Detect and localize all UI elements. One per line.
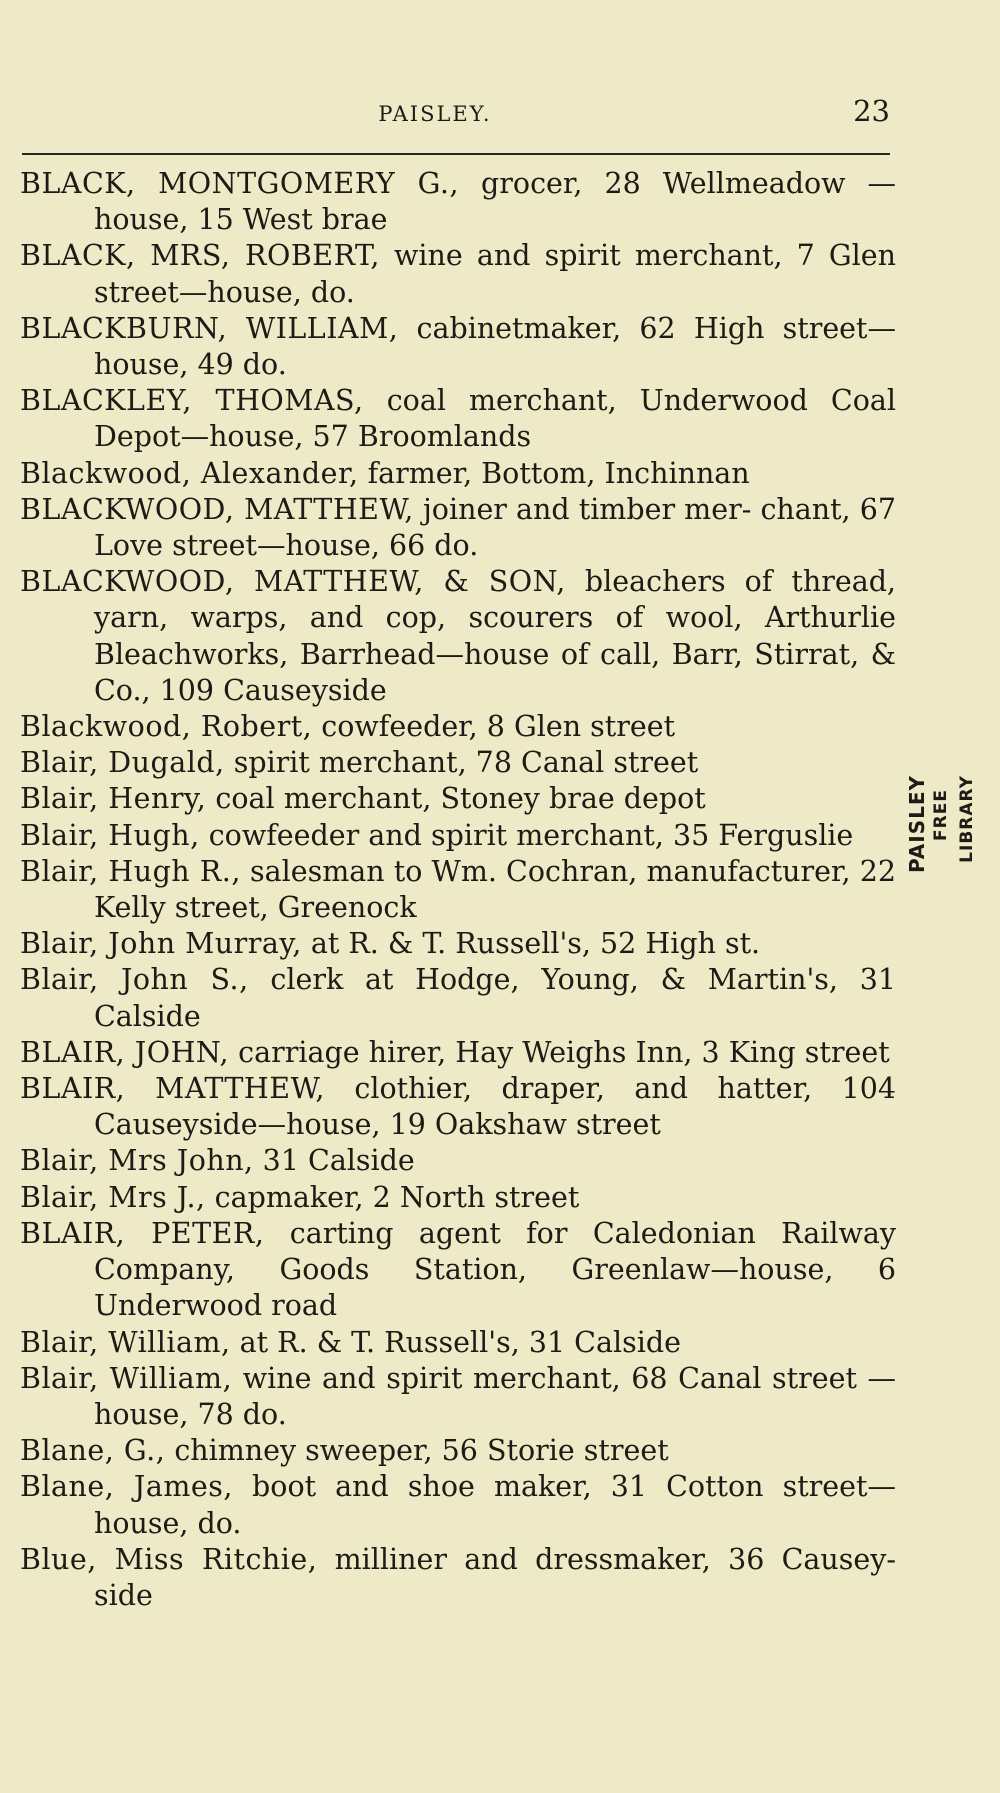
stamp-line-free: FREE <box>931 789 951 841</box>
entry-name: Blair, Mrs J., <box>20 1180 206 1214</box>
entry-name: Blair, Hugh, <box>20 818 200 852</box>
entry-details: clothier, draper, and hatter, 104 Causeyside—house, 19 Oakshaw street <box>94 1072 896 1142</box>
directory-entry <box>20 1433 896 1469</box>
directory-entry <box>20 745 896 781</box>
entry-details: cowfeeder and spirit merchant, 35 Ferguslie <box>199 818 854 852</box>
entry-details: spirit merchant, 78 Canal street <box>224 746 699 780</box>
stamp-line-library: LIBRARY <box>957 775 977 863</box>
library-stamp <box>905 775 985 905</box>
running-head <box>20 94 890 130</box>
entry-name: BLAIR, PETER, <box>20 1216 265 1250</box>
entry-name: BLACK, MRS, ROBERT, <box>20 239 380 273</box>
entry-details: bleachers of thread, yarn, warps, and cop, scourers of wool, Arthurlie Bleachworks, Barrhead—house of call, Barr, Stirrat, & Co., 109 Causeyside <box>94 565 896 707</box>
stamp-line-paisley: PAISLEY <box>905 775 929 874</box>
entry-name: BLACKLEY, THOMAS, <box>20 384 364 418</box>
entry-details: salesman to Wm. Cochran, manufacturer, 22 Kelly street, Greenock <box>94 854 896 925</box>
directory-entry <box>20 1071 896 1143</box>
directory-entry <box>20 1035 896 1071</box>
entry-name: Blair, William, <box>20 1325 231 1359</box>
directory-entry <box>20 456 896 492</box>
entry-name: Blair, Henry, <box>20 782 207 816</box>
entry-details: chimney sweeper, 56 Storie street <box>165 1434 669 1468</box>
directory-entry <box>20 166 896 238</box>
entry-details: grocer, 28 Wellmeadow —house, 15 West brae <box>94 167 897 237</box>
entry-details: cowfeeder, 8 Glen street <box>312 710 676 744</box>
entry-name: BLACKBURN, WILLIAM, <box>20 311 399 345</box>
page-title: PAISLEY. <box>378 102 492 126</box>
entry-details: coal merchant, Stoney brae depot <box>206 782 706 816</box>
directory-entry <box>20 962 896 1034</box>
directory-entry <box>20 1469 896 1541</box>
header-rule <box>22 153 890 155</box>
entry-name: BLACKWOOD, MATTHEW, & SON, <box>20 565 566 599</box>
entry-details: milliner and dressmaker, 36 Causey- side <box>94 1542 896 1612</box>
entry-name: Blue, Miss Ritchie, <box>20 1542 318 1576</box>
directory-entry <box>20 238 896 310</box>
entry-name: Blane, G., <box>20 1434 166 1468</box>
entry-name: Blair, John Murray, <box>20 927 302 961</box>
directory-entry <box>20 492 896 564</box>
directory-entry <box>20 926 896 962</box>
entry-name: Blackwood, Robert, <box>20 710 313 744</box>
directory-entry <box>20 1143 896 1179</box>
entry-details: capmaker, 2 North street <box>205 1180 580 1214</box>
entry-name: Blair, Hugh R., <box>20 854 241 888</box>
directory-entry <box>20 709 896 745</box>
entry-name: Blair, John S., <box>20 963 249 997</box>
directory-entry <box>20 383 896 455</box>
directory-entry <box>20 854 896 926</box>
directory-entry <box>20 311 896 383</box>
entry-name: Blair, Dugald, <box>20 746 225 780</box>
entry-name: BLAIR, JOHN, <box>20 1035 230 1069</box>
entry-details: wine and spirit merchant, 68 Canal street —house, 78 do. <box>94 1361 896 1431</box>
entry-details: carriage hirer, Hay Weighs Inn, 3 King street <box>229 1035 890 1069</box>
entry-details: wine and spirit merchant, 7 Glen street—house, do. <box>94 239 896 309</box>
entry-name: BLACKWOOD, MATTHEW, <box>20 492 414 526</box>
entry-details: at R. & T. Russell's, 31 Calside <box>230 1325 681 1359</box>
entry-name: Blackwood, Alexander, <box>20 456 359 490</box>
directory-entry <box>20 1361 896 1433</box>
directory-entry <box>20 1216 896 1325</box>
entry-details: carting agent for Caledonian Railway Company, Goods Station, Greenlaw—house, 6 Underwood road <box>94 1216 896 1323</box>
entry-details: boot and shoe maker, 31 Cotton street— house, do. <box>94 1470 896 1540</box>
entry-details: clerk at Hodge, Young, & Martin's, 31 Calside <box>94 963 896 1033</box>
entry-details: 31 Calside <box>253 1144 415 1178</box>
entry-details: coal merchant, Underwood Coal Depot—house, 57 Broomlands <box>94 384 896 454</box>
page-number: 23 <box>853 94 890 128</box>
directory-entry <box>20 1325 896 1361</box>
entry-details: farmer, Bottom, Inchinnan <box>358 456 750 490</box>
entry-details: cabinetmaker, 62 High street—house, 49 do. <box>94 311 897 382</box>
entry-name: Blair, William, <box>20 1361 233 1395</box>
entry-name: BLAIR, MATTHEW, <box>20 1072 325 1106</box>
directory-entry <box>20 1542 896 1614</box>
entry-name: Blane, James, <box>20 1470 233 1504</box>
entry-name: Blair, Mrs John, <box>20 1144 254 1178</box>
directory-entry <box>20 781 896 817</box>
directory-entry <box>20 564 896 709</box>
directory-entries <box>20 166 896 1614</box>
entry-details: joiner and timber mer- chant, 67 Love street—house, 66 do. <box>94 492 896 563</box>
directory-entry <box>20 818 896 854</box>
entry-name: BLACK, MONTGOMERY G., <box>20 167 460 200</box>
directory-entry <box>20 1180 896 1216</box>
entry-details: at R. & T. Russell's, 52 High st. <box>301 927 761 961</box>
